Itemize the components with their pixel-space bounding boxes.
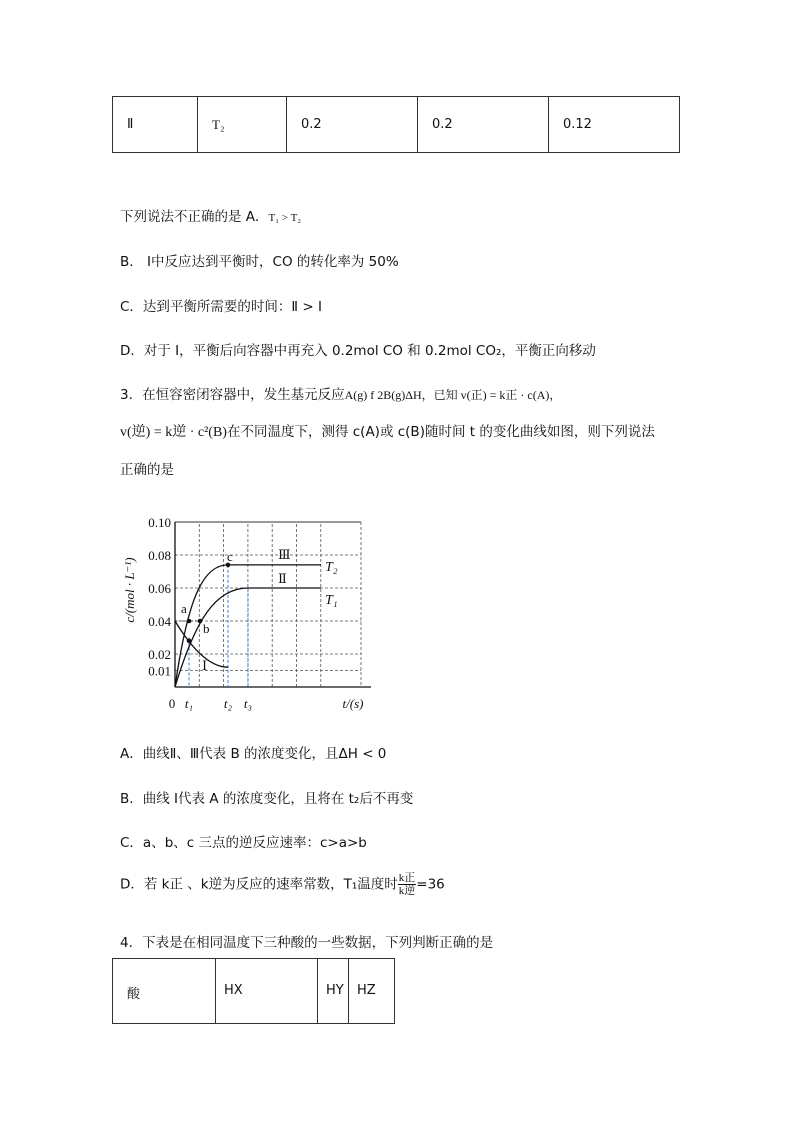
series-line-II	[175, 588, 321, 687]
concentration-time-chart	[120, 500, 380, 715]
point-label-c: c	[227, 548, 233, 564]
y-tick-label: 0.10	[148, 515, 171, 530]
table-cell: 0.2	[287, 97, 418, 153]
table-row	[113, 97, 680, 153]
y-tick-label: 0.04	[148, 614, 171, 629]
acid-table	[112, 958, 395, 1024]
x-axis-label: t/(s)	[342, 696, 364, 711]
chart-labels	[181, 547, 338, 673]
y-tick-label: 0.06	[148, 581, 171, 596]
curve-label: Ⅱ	[278, 571, 287, 586]
table-header-cell: HZ	[349, 959, 395, 1024]
q2-intro: 下列说法不正确的是 A．	[120, 209, 269, 225]
table-cell: 0.12	[549, 97, 680, 153]
q3-stem-line3: 正确的是	[120, 462, 174, 478]
q3-option-b: B．曲线 Ⅰ代表 A 的浓度变化，且将在 t₂后不再变	[120, 791, 414, 807]
table-header-cell: HY	[318, 959, 349, 1024]
y-tick-label: 0.01	[148, 663, 171, 679]
temperature-label: T₂	[325, 559, 338, 575]
q3-rate-expression: v(逆) = k逆 · c²(B)	[120, 425, 227, 440]
q3-option-a: A．曲线Ⅱ、Ⅲ代表 B 的浓度变化，且ΔH < 0	[120, 746, 387, 762]
table-cell: Ⅱ	[113, 97, 198, 153]
q4-stem: 4．下表是在相同温度下三种酸的一些数据，下列判断正确的是	[120, 935, 494, 951]
y-tick-label: 0.08	[148, 548, 171, 563]
curve-label: Ⅲ	[278, 546, 291, 562]
q3-option-d-b: =36	[416, 876, 445, 893]
x-tick-label: t₁	[184, 696, 194, 711]
data-point	[187, 639, 192, 644]
table-cell: 0.2	[418, 97, 549, 153]
x-tick-label: 0	[168, 696, 176, 711]
q3-stem-a: 3．在恒容密闭容器中，发生基元反应	[120, 387, 345, 403]
q3-reaction: A(g) f 2B(g)ΔH，已知 v(正) = k正 · c(A)，	[344, 388, 562, 402]
table-header-cell: HX	[216, 959, 318, 1024]
q2-option-b: B． Ⅰ中反应达到平衡时，CO 的转化率为 50%	[120, 254, 399, 270]
table-header-cell: 酸	[113, 959, 216, 1024]
q2-option-c: C．达到平衡所需要的时间：Ⅱ > Ⅰ	[120, 299, 322, 315]
table-row	[113, 959, 395, 1024]
point-label-a: a	[181, 601, 187, 616]
rate-constant-fraction	[398, 872, 417, 897]
q3-stem-b: 在不同温度下，测得 c(A)或 c(B)随时间 t 的变化曲线如图，则下列说法	[226, 424, 655, 440]
q3-option-c: C．a、b、c 三点的逆反应速率：c>a>b	[120, 835, 367, 851]
y-axis-label: c/(mol · L⁻¹)	[122, 557, 137, 623]
curve-label: Ⅰ	[202, 658, 208, 674]
point-label-b: b	[203, 621, 210, 636]
q3-stem-line2	[120, 420, 655, 441]
q2-option-d: D．对于 Ⅰ，平衡后向容器中再充入 0.2mol CO 和 0.2mol CO₂，平衡正向移动	[120, 343, 596, 359]
x-tick-label: t₂	[223, 696, 233, 711]
temperature-label: T₁	[325, 593, 338, 608]
q3-option-d-a: D．若 k正 、k逆为反应的速率常数，T₁温度时	[120, 876, 398, 893]
fraction-numerator: k正	[398, 872, 416, 884]
y-tick-label: 0.02	[148, 647, 171, 662]
table-cell: T₂	[198, 97, 287, 153]
q3-option-d-line	[120, 872, 445, 897]
conditions-table	[112, 96, 680, 153]
q3-stem-line1	[120, 383, 561, 403]
chart-axes	[122, 515, 371, 711]
x-tick-label: t₃	[243, 696, 253, 711]
q2-intro-line	[120, 205, 301, 225]
fraction-denominator: k逆	[398, 885, 416, 897]
q2-option-a: T₁ > T₂	[268, 212, 302, 224]
